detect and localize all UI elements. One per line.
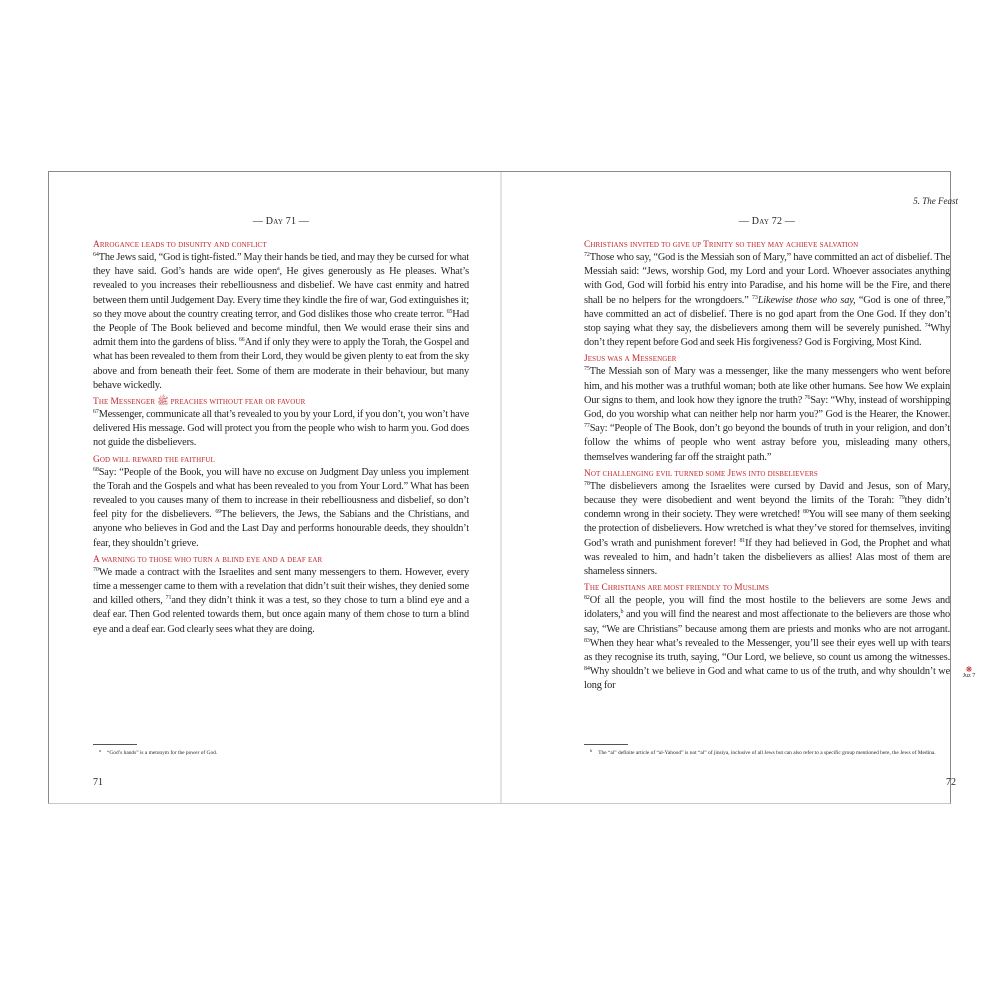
verse-number: 71 (165, 595, 172, 602)
verse-number: 69 (215, 509, 222, 516)
footnote-text: “God’s hands” is a metonym for the power of God. (107, 750, 218, 756)
right-page (584, 172, 958, 803)
paragraph (93, 408, 469, 451)
page-number: 71 (93, 777, 103, 788)
verse-number: 72 (584, 252, 590, 258)
verse-text: The Messiah son of Mary was a messenger, like the many messengers who went before him, and his mother was a truthful woman; both ate like other humans. See how We explain Our signs to them, and look how they ignore the truth? (584, 366, 950, 406)
paragraph (584, 480, 950, 579)
verse-text: You will see many of them seeking the protection of disbelievers. How wretched is what they’ve stored for themselves, inviting God’s wrath and punishment forever! (584, 509, 950, 549)
footnote-ref: a (276, 266, 280, 273)
footnote-area (93, 744, 469, 757)
section-heading: The Messenger ﷺ preaches without fear or favour (93, 397, 306, 408)
paragraph (93, 466, 469, 551)
running-head: 5. The Feast (913, 196, 958, 206)
paragraph (584, 365, 950, 464)
verse-number: 84 (584, 666, 590, 673)
verse-number: 83 (584, 637, 590, 644)
paragraph (93, 251, 469, 393)
juz-star-icon: ❋ (965, 665, 973, 674)
verse-text: Messenger, communicate all that’s revealed to you by your Lord, if you don’t, you won’t have delivered His message. God will protect you from the people who wish to harm you. God does not guide the disbelievers. (93, 409, 469, 449)
verse-text: and you will find the nearest and most affectionate to the believers are those who say, “We are Christians” because among them are priests and monks who are not arrogant. (584, 609, 950, 635)
section-heading: God will reward the faithful (93, 454, 215, 465)
verse-number: 81 (739, 537, 746, 544)
verse-text: and they didn’t think it was a test, so they chose to turn a blind eye and a deaf ear. Then God relented towards them, but once again many of them chose to turn a blind eye and a deaf ear. God clearly sees what they are doing. (93, 595, 469, 635)
section-heading: Christians invited to give up Trinity so they may achieve salvation (584, 240, 859, 250)
verse-number: 75 (584, 366, 590, 373)
verse-text: , He gives generously as He pleases. What’s revealed to you increases their rebelliousness and disbelief. We have cast enmity and hatred between them until Judgement Day. Every time they kindle the fire of war, God extinguishes it; so they move about the country creating terror, and God dislikes those who create terror. (93, 266, 469, 320)
section-heading: Arrogance leads to disunity and conflict (93, 240, 267, 250)
footnote-text: The “al” definite article of “al-Yahood” is not “al” of jinsiya, inclusive of all Jews but can also refer to a specific group mentioned here, the Jews of Medina. (598, 750, 936, 756)
verse-text: And if only they were to apply the Torah, the Gospel and what has been revealed to them from their Lord, they would be given plenty to eat from the sky above and from beneath their feet. Some of them are moderate in their behaviour, but many behave wickedly. (93, 337, 469, 391)
footnote-mark: a (99, 748, 101, 753)
verse-number: 79 (898, 495, 905, 502)
verse-italic-text: Likewise those who say, (757, 294, 856, 306)
verse-text: Why don’t they repent before God and seek His forgiveness? God is Forgiving, Most Kind. (584, 323, 950, 349)
juz-marker (956, 666, 982, 679)
day-heading: — Day 71 — (252, 216, 310, 227)
book-spine (500, 172, 502, 803)
verse-text: When they hear what’s revealed to the Messenger, you’ll see their eyes well up with tears as they recognise its truth, saying, “Our Lord, we believe, so count us among the witnesses. (584, 637, 950, 664)
footnote (93, 749, 469, 757)
verse-text: Say: “People of The Book, don’t go beyond the bounds of truth in your religion, and don’t follow the whims of people who went astray before you, misleading many others, themselves wandering far off the straight path.” (584, 423, 950, 463)
verse-number: 65 (446, 308, 453, 315)
footnote-ref: b (620, 609, 624, 616)
verse-text: they didn’t condemn wrong in their society. They were wretched! (584, 495, 950, 521)
verse-text: The believers, the Jews, the Sabians and the Christians, and anyone who believes in God and the Last Day and performs honourable deeds, they shouldn’t fear, they shouldn’t grieve. (93, 509, 469, 549)
section-heading: Not challenging evil turned some Jews into disbelievers (584, 468, 818, 479)
footnote-mark: b (590, 748, 593, 753)
verse-text: The disbelievers among the Israelites were cursed by David and Jesus, son of Mary, because they were disobedient and went beyond the limits of the Torah: (584, 480, 950, 507)
section-heading: A warning to those who turn a blind eye and a deaf ear (93, 554, 323, 565)
verse-number: 70 (93, 566, 99, 573)
verse-text: Had the People of The Book believed and become mindful, then We would erase their sins and admit them into the gardens of bliss. (93, 308, 469, 349)
verse-text: “God is one of three,” have committed an act of disbelief. There is no god apart from the One God. If they don’t stop saying what they say, the disbelievers among them will be severely punished. (584, 294, 950, 335)
footnote-area (584, 744, 950, 757)
verse-number: 77 (584, 423, 590, 430)
day-heading: — Day 72 — (738, 216, 796, 227)
verse-number: 66 (238, 337, 245, 344)
footnote-rule (584, 744, 628, 745)
verse-number: 76 (804, 394, 811, 401)
verse-text: Say: “People of the Book, you will have no excuse on Judgment Day unless you implement the Torah and the Gospels and what has been revealed to you from Your Lord.” What has been revealed to you causes many of them to increase in their rebelliousness and disbelief, so don’t feel pity for the disbelievers. (93, 466, 469, 521)
verse-number: 68 (93, 466, 99, 473)
verse-text: Those who say, “God is the Messiah son of Mary,” have committed an act of disbelief. The Messiah said: “Jews, worship God, my Lord and your Lord. Whoever associates anything with God, God will forbid his entry into Paradise, and his home will be the Fire, and there shall be no helpers for the wrongdoers.” (584, 252, 950, 306)
verse-text: The Jews said, “God is tight-fisted.” May their hands be tied, and may they be cursed for what they have said. God’s hands are wide open (93, 252, 469, 278)
page-body (93, 239, 469, 637)
paragraph (93, 566, 469, 637)
verse-number: 67 (93, 409, 99, 416)
section-heading: Jesus was a Messenger (584, 354, 677, 365)
verse-number: 82 (584, 595, 590, 602)
verse-text: If they had believed in God, the Prophet and what was revealed to him, and hadn’t taken the disbelievers as allies! Alas most of them are shameless sinners. (584, 537, 951, 578)
verse-number: 74 (924, 323, 931, 330)
section-heading: The Christians are most friendly to Muslims (584, 583, 770, 594)
footnote-rule (93, 744, 137, 745)
verse-number: 64 (93, 252, 99, 258)
paragraph (584, 594, 950, 693)
left-page (93, 172, 469, 803)
footnote (584, 749, 950, 757)
verse-number: 78 (584, 480, 590, 487)
juz-label: Juz 7 (962, 673, 976, 679)
verse-text: Of all the people, you will find the most hostile to the believers are some Jews and idolaters, (584, 595, 950, 621)
verse-text: We made a contract with the Israelites and sent many messengers to them. However, every time a messenger came to them with a revelation that didn’t suit their wishes, they denied some and killed others, (93, 566, 469, 607)
verse-text: Say: “Why, instead of worshipping God, do you worship what can neither help nor harm you?” God is the Hearer, the Knower. (584, 394, 950, 421)
page-number: 72 (946, 777, 956, 788)
verse-number: 73 (752, 294, 758, 301)
book-spread (48, 171, 976, 804)
paragraph (584, 251, 950, 350)
verse-text: Why shouldn’t we believe in God and what came to us of the truth, and why shouldn’t we long for (584, 666, 950, 692)
page-body (584, 239, 950, 694)
verse-number: 80 (802, 509, 809, 516)
